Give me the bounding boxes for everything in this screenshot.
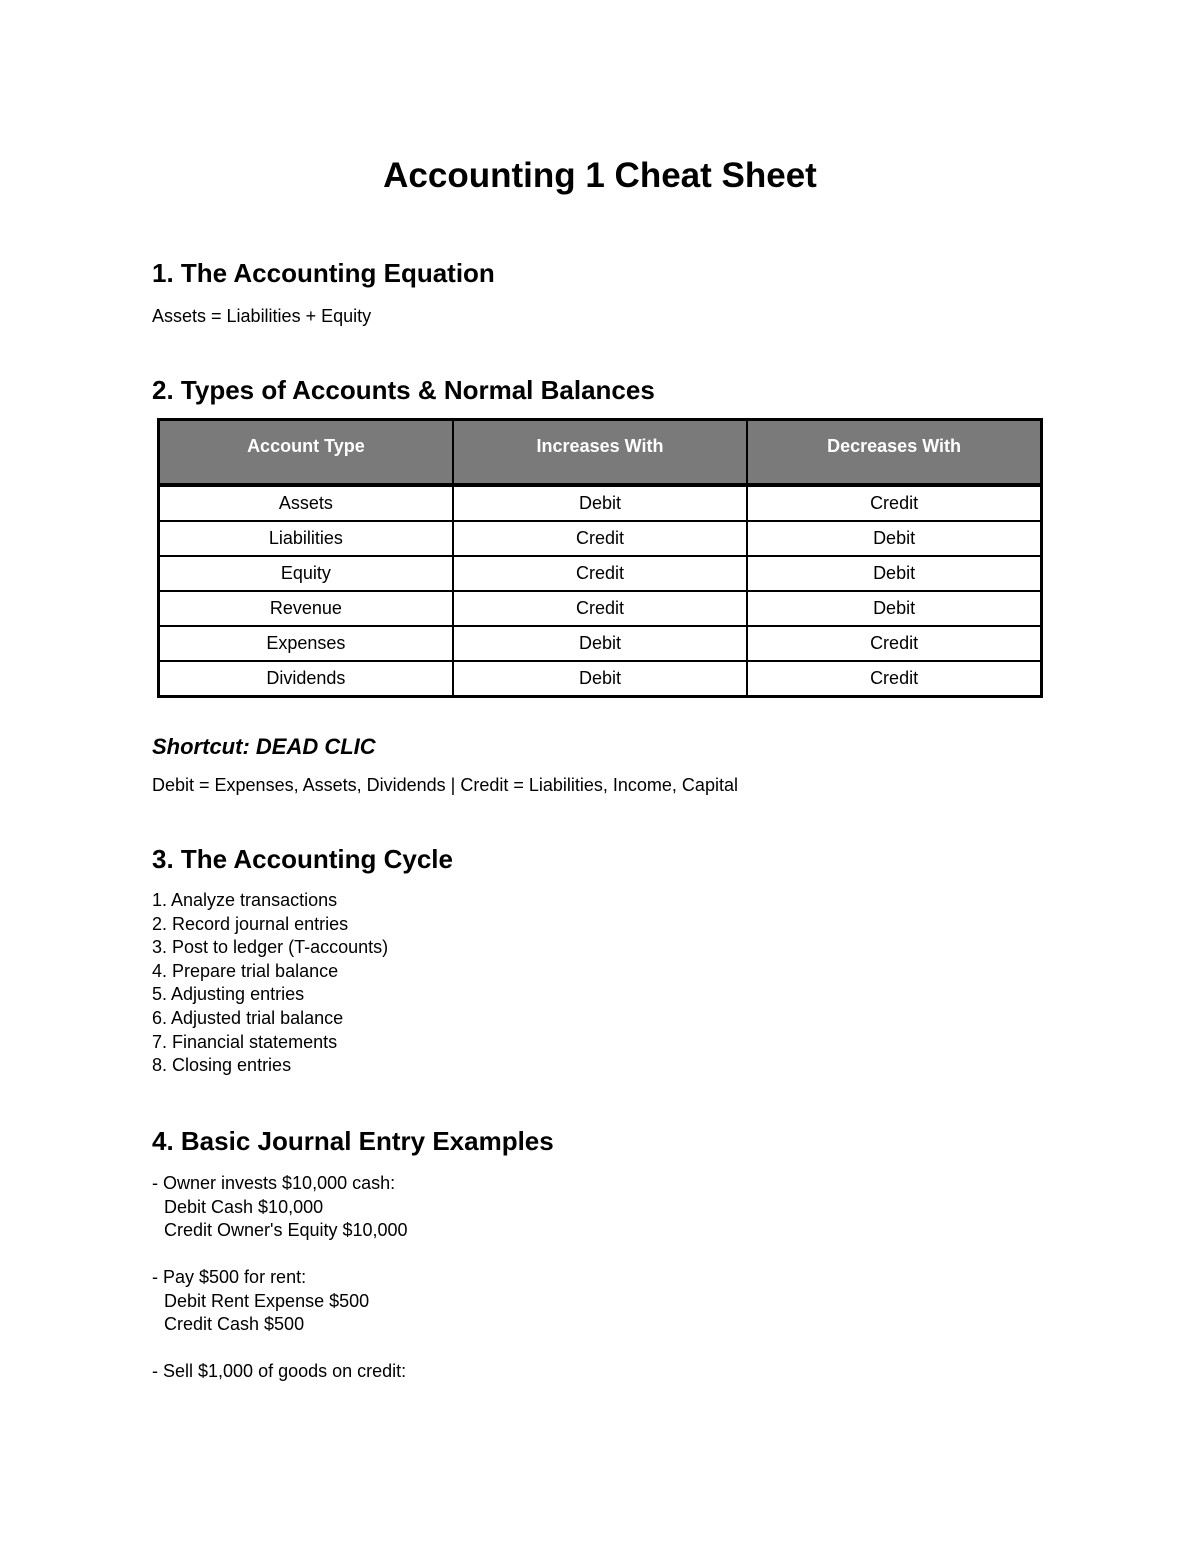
table-cell: Debit bbox=[747, 521, 1041, 556]
list-item: 4. Prepare trial balance bbox=[152, 960, 339, 981]
journal-example bbox=[152, 1172, 408, 1243]
table-row bbox=[159, 485, 1042, 521]
table-cell: Expenses bbox=[159, 626, 453, 661]
table-cell: Debit bbox=[453, 485, 747, 521]
list-item: 2. Record journal entries bbox=[152, 913, 349, 934]
journal-entry-line: Credit Owner's Equity $10,000 bbox=[164, 1220, 408, 1241]
table-cell: Credit bbox=[747, 485, 1041, 521]
journal-entry-line: Credit Cash $500 bbox=[164, 1314, 305, 1335]
table-row bbox=[159, 661, 1042, 697]
journal-entry-line: Debit Cash $10,000 bbox=[164, 1196, 324, 1217]
table-cell: Equity bbox=[159, 556, 453, 591]
table-cell: Credit bbox=[747, 626, 1041, 661]
table-row bbox=[159, 591, 1042, 626]
table-row bbox=[159, 556, 1042, 591]
table-cell: Credit bbox=[747, 661, 1041, 697]
shortcut-text: Debit = Expenses, Assets, Dividends | Credit = Liabilities, Income, Capital bbox=[152, 775, 738, 795]
accounts-table bbox=[157, 418, 1043, 698]
journal-example-description: - Pay $500 for rent: bbox=[152, 1267, 307, 1287]
table-cell: Debit bbox=[453, 626, 747, 661]
section-heading-journal: 4. Basic Journal Entry Examples bbox=[152, 1126, 554, 1156]
table-cell: Debit bbox=[747, 591, 1041, 626]
table-row bbox=[159, 626, 1042, 661]
list-item: 7. Financial statements bbox=[152, 1031, 338, 1052]
column-header-decreases-with: Decreases With bbox=[747, 420, 1041, 486]
table-cell: Credit bbox=[453, 521, 747, 556]
table-cell: Debit bbox=[747, 556, 1041, 591]
table-cell: Credit bbox=[453, 556, 747, 591]
table-cell: Revenue bbox=[159, 591, 453, 626]
table-cell: Credit bbox=[453, 591, 747, 626]
list-item: 8. Closing entries bbox=[152, 1055, 292, 1076]
journal-example bbox=[152, 1360, 406, 1384]
section-heading-equation: 1. The Accounting Equation bbox=[152, 258, 495, 288]
table-cell: Assets bbox=[159, 485, 453, 521]
column-header-increases-with: Increases With bbox=[453, 420, 747, 486]
list-item: 3. Post to ledger (T-accounts) bbox=[152, 937, 389, 958]
list-item: 6. Adjusted trial balance bbox=[152, 1007, 344, 1028]
table-cell: Debit bbox=[453, 661, 747, 697]
journal-entry-line: Debit Rent Expense $500 bbox=[164, 1290, 370, 1311]
journal-example-description: - Sell $1,000 of goods on credit: bbox=[152, 1361, 407, 1381]
list-item: 5. Adjusting entries bbox=[152, 984, 305, 1005]
journal-example-description: - Owner invests $10,000 cash: bbox=[152, 1173, 396, 1193]
table-cell: Dividends bbox=[159, 661, 453, 697]
shortcut-title: Shortcut: DEAD CLIC bbox=[152, 734, 376, 759]
list-item: 1. Analyze transactions bbox=[152, 890, 338, 910]
section-heading-cycle: 3. The Accounting Cycle bbox=[152, 844, 453, 874]
journal-example bbox=[152, 1266, 369, 1337]
table-row bbox=[159, 521, 1042, 556]
accounting-cycle-list bbox=[152, 889, 388, 1078]
page-title: Accounting 1 Cheat Sheet bbox=[383, 156, 817, 195]
table-header-row bbox=[159, 420, 1042, 486]
section-heading-accounts: 2. Types of Accounts & Normal Balances bbox=[152, 375, 655, 405]
table-cell: Liabilities bbox=[159, 521, 453, 556]
column-header-account-type: Account Type bbox=[159, 420, 453, 486]
accounting-equation: Assets = Liabilities + Equity bbox=[152, 306, 372, 326]
